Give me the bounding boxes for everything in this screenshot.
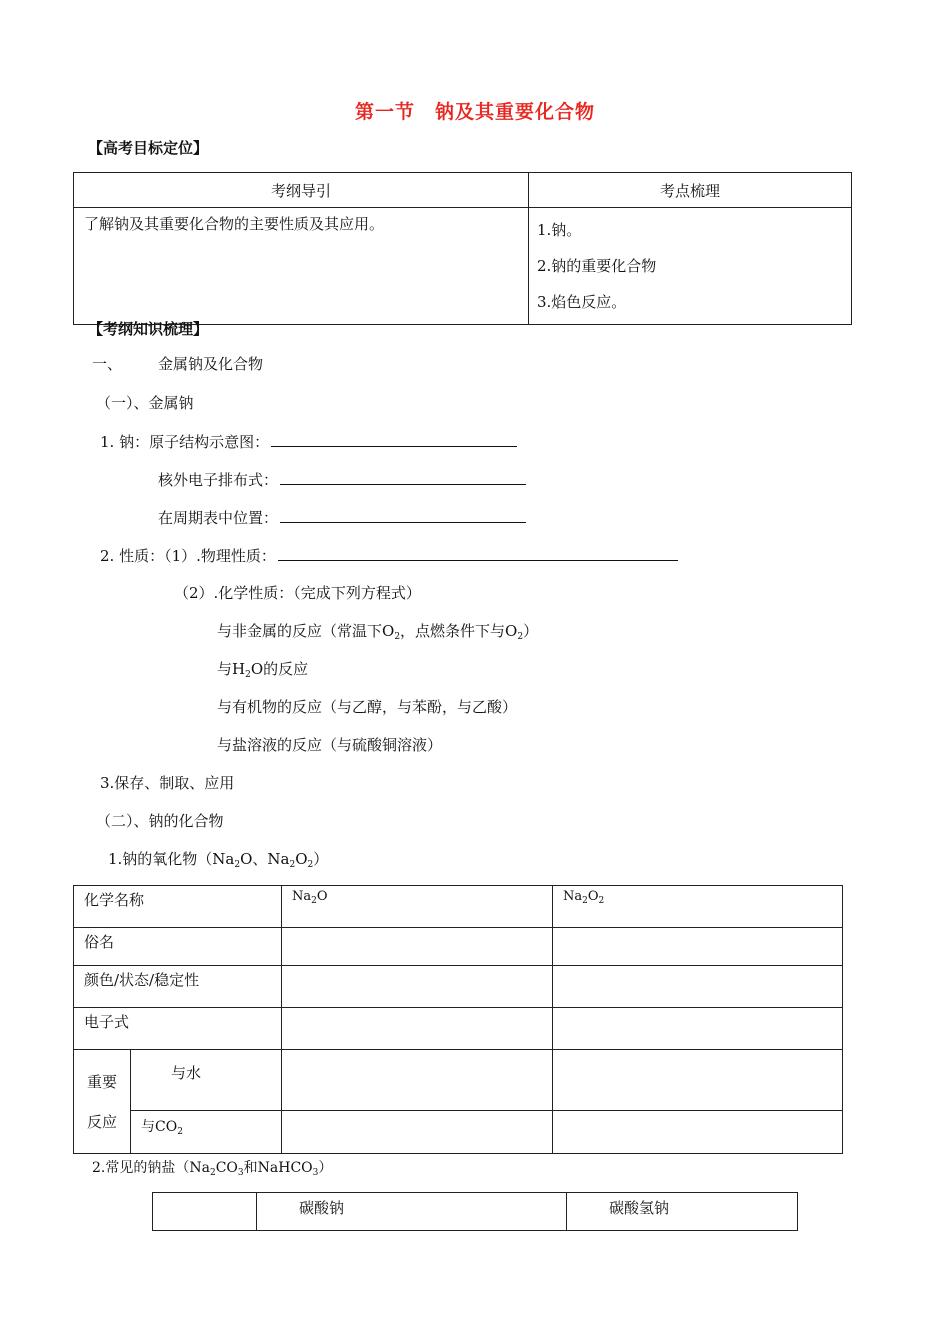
important-reactions-label	[74, 1050, 131, 1154]
item1-line2-text: 核外电子排布式：	[158, 471, 279, 489]
item3: 3.保存、制取、应用	[100, 774, 235, 792]
subscript: 2	[598, 896, 605, 906]
chem-properties: （2）.化学性质：（完成下列方程式）	[174, 584, 421, 602]
oxide-row-label: 颜色/状态/稳定性	[74, 966, 282, 1008]
subsection-sodium-compounds: （二）、钠的化合物	[96, 812, 224, 830]
salt-col-sodium-bicarbonate: 碳酸氢钠	[567, 1193, 798, 1231]
salt-heading-d: ）	[318, 1160, 333, 1176]
part-title: 金属钠及化合物	[158, 355, 264, 373]
subscript: 3	[312, 1168, 319, 1178]
reaction-nonmetal	[217, 622, 538, 643]
answer-blank[interactable]	[280, 470, 526, 485]
oxide-row-label: 电子式	[74, 1008, 282, 1050]
item1-line3	[158, 508, 526, 527]
part-number: 一、	[92, 355, 123, 373]
target-header-left: 考纲导引	[74, 173, 529, 208]
section-heading-knowledge: 【考纲知识梳理】	[88, 320, 209, 338]
oxide-col-na2o	[282, 886, 553, 928]
subscript: 2	[307, 860, 314, 870]
item1-line3-text: 在周期表中位置：	[158, 509, 279, 527]
salt-table	[152, 1192, 798, 1231]
answer-blank[interactable]	[271, 432, 517, 447]
oxide-table	[73, 885, 843, 1154]
oxide-cell[interactable]	[282, 1050, 553, 1111]
subsection-metal-sodium: （一）、金属钠	[96, 394, 194, 412]
target-item: 2.钠的重要化合物	[537, 257, 657, 275]
salt-heading-c: 和NaHCO	[243, 1160, 313, 1176]
reaction-organic: 与有机物的反应（与乙醇，与苯酚，与乙酸）	[217, 698, 518, 716]
item1-label	[100, 432, 517, 451]
formula-part: Na	[563, 889, 583, 904]
salt-heading-a: 2.常见的钠盐（Na	[92, 1160, 210, 1176]
subscript: 2	[177, 1127, 183, 1137]
target-table	[73, 172, 852, 325]
important-label-line1: 重要	[86, 1072, 117, 1091]
reaction-nonmetal-text-c: ）	[523, 622, 539, 640]
salt-corner-cell	[153, 1193, 257, 1231]
answer-blank[interactable]	[280, 508, 526, 523]
item2-text: 2. 性质：（1）.物理性质：	[100, 547, 276, 565]
with-co2-label	[131, 1111, 282, 1154]
item2-label	[100, 546, 678, 565]
target-right-list	[529, 208, 852, 325]
target-item: 1.钠。	[537, 221, 582, 239]
important-label-line2: 反应	[86, 1112, 117, 1131]
oxide-heading-a: 1.钠的氧化物（Na	[108, 850, 235, 868]
target-item: 3.焰色反应。	[537, 293, 627, 311]
subscript: 2	[209, 1168, 216, 1178]
with-water-label: 与水	[131, 1050, 282, 1111]
salt-heading-b: CO	[215, 1160, 238, 1176]
oxide-heading-b: O、Na	[240, 850, 290, 868]
subscript: 2	[394, 632, 401, 642]
salt-heading	[92, 1160, 332, 1179]
salt-col-sodium-carbonate: 碳酸钠	[257, 1193, 567, 1231]
reaction-nonmetal-text-a: 与非金属的反应（常温下O	[217, 622, 395, 640]
oxide-cell[interactable]	[553, 1008, 843, 1050]
oxide-cell[interactable]	[553, 1111, 843, 1154]
oxide-cell[interactable]	[553, 1050, 843, 1111]
oxide-cell[interactable]	[282, 966, 553, 1008]
with-co2-text: 与CO	[141, 1119, 178, 1135]
page-title: 第一节 钠及其重要化合物	[354, 101, 595, 123]
subscript: 2	[582, 896, 588, 906]
target-header-right: 考点梳理	[529, 173, 852, 208]
oxide-cell[interactable]	[282, 928, 553, 966]
oxide-heading	[108, 850, 328, 871]
oxide-heading-d: ）	[313, 850, 329, 868]
item1-text: 1. 钠：原子结构示意图：	[100, 433, 270, 451]
oxide-cell[interactable]	[553, 966, 843, 1008]
reaction-water-text-b: O的反应	[250, 660, 309, 678]
formula-part: Na	[292, 889, 312, 904]
section-heading-target: 【高考目标定位】	[88, 139, 209, 157]
oxide-row-label: 俗名	[74, 928, 282, 966]
subscript: 2	[311, 896, 317, 906]
item1-line2	[158, 470, 526, 489]
oxide-cell[interactable]	[553, 928, 843, 966]
oxide-col-na2o2	[553, 886, 843, 928]
subscript: 2	[289, 860, 296, 870]
reaction-water-text-a: 与H	[217, 660, 246, 678]
subscript: 2	[234, 860, 241, 870]
reaction-nonmetal-text-b: ，点燃条件下与O	[400, 622, 518, 640]
subscript: 3	[237, 1168, 244, 1178]
answer-blank[interactable]	[278, 546, 678, 561]
reaction-water	[217, 660, 308, 681]
reaction-salt-solution: 与盐溶液的反应（与硫酸铜溶液）	[217, 736, 443, 754]
oxide-row-label: 化学名称	[74, 886, 282, 928]
formula-part: O	[587, 889, 599, 904]
subscript: 2	[245, 670, 251, 680]
oxide-cell[interactable]	[282, 1111, 553, 1154]
oxide-heading-c: O	[295, 850, 308, 868]
formula-part: O	[316, 889, 328, 904]
target-left-text: 了解钠及其重要化合物的主要性质及其应用。	[74, 208, 529, 325]
oxide-cell[interactable]	[282, 1008, 553, 1050]
subscript: 2	[517, 632, 524, 642]
